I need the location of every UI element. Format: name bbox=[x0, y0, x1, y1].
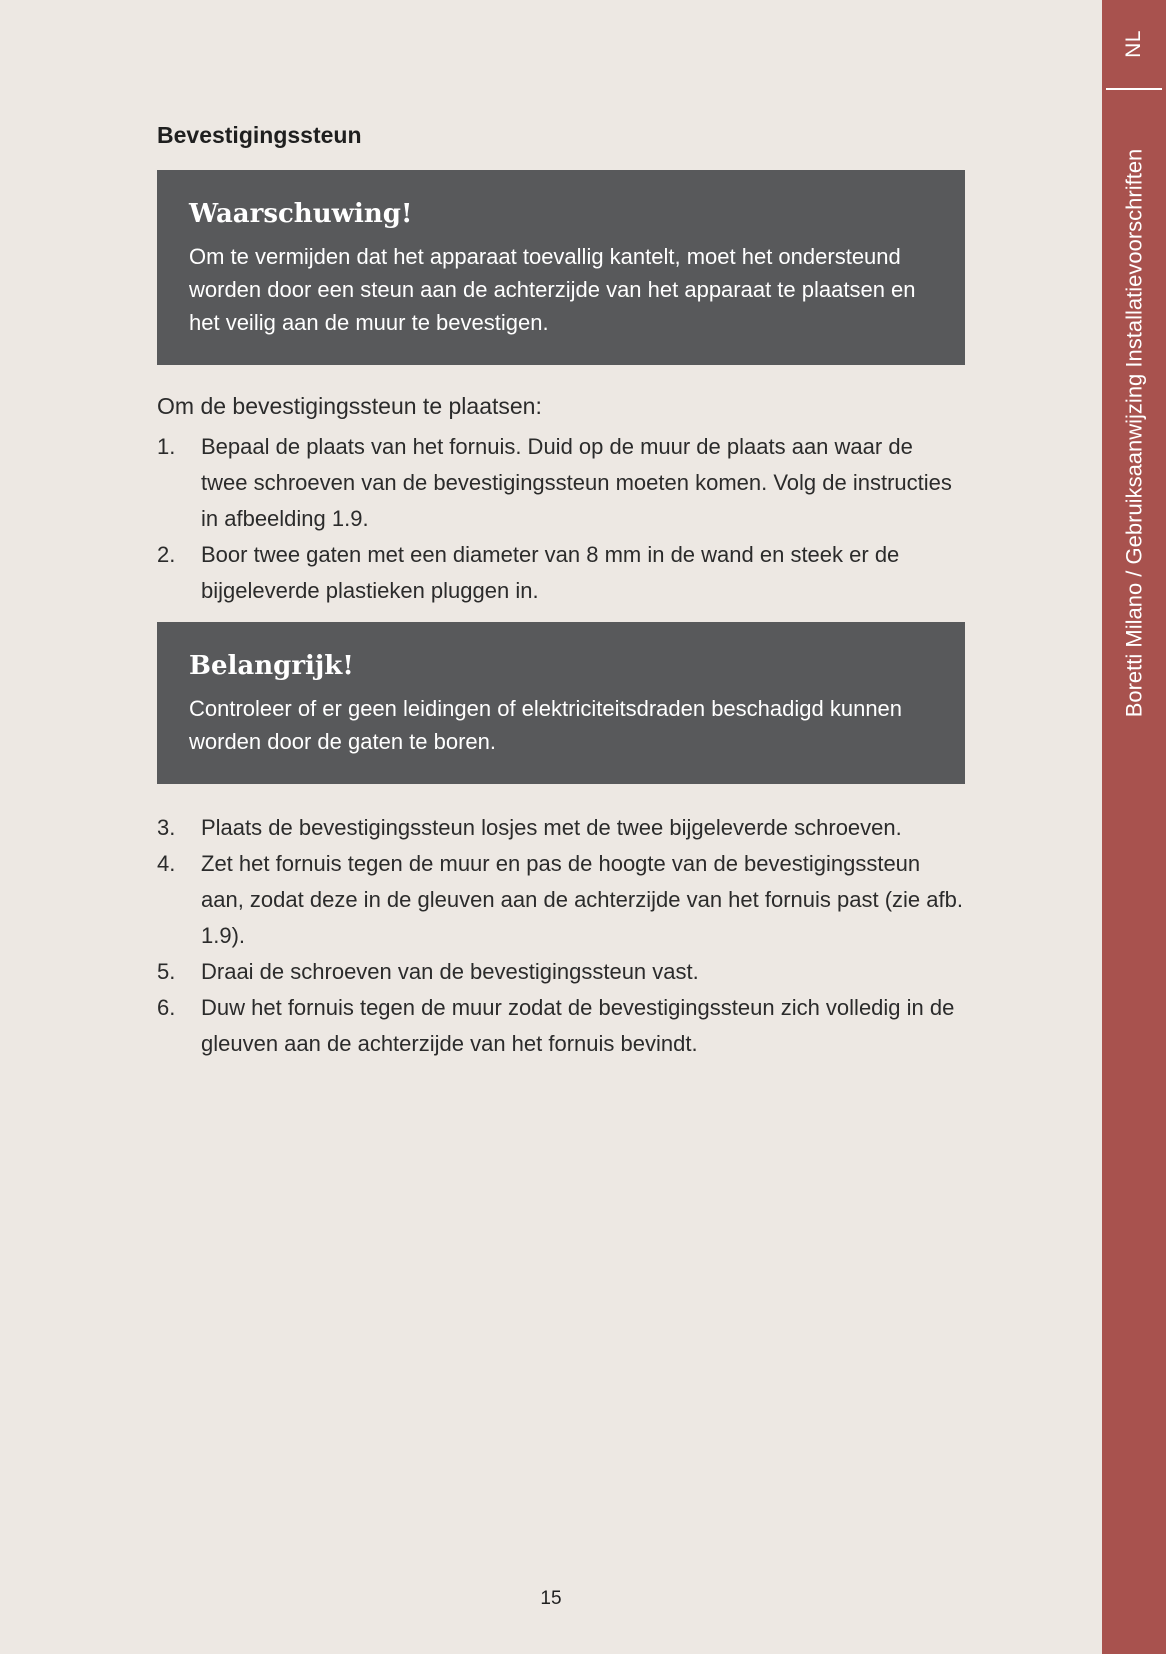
section-title: Bevestigingssteun bbox=[157, 122, 362, 148]
sidebar-language-tab bbox=[1102, 0, 1166, 88]
step-item bbox=[157, 846, 965, 954]
warning-box bbox=[157, 170, 965, 365]
step-item bbox=[157, 810, 965, 846]
step-number: 2. bbox=[157, 542, 176, 567]
sidebar-language-label: NL bbox=[1121, 30, 1145, 58]
page-content bbox=[157, 118, 965, 1062]
step-item bbox=[157, 954, 965, 990]
sidebar bbox=[1102, 0, 1166, 1654]
step-text: Zet het fornuis tegen de muur en pas de hoogte van de bevestigingssteun aan, zodat deze in de gleuven aan de achterzijde van het fornuis past (zie afb. 1.9). bbox=[201, 851, 963, 948]
important-box bbox=[157, 622, 965, 784]
step-number: 5. bbox=[157, 959, 176, 984]
sidebar-title-container bbox=[1102, 102, 1166, 764]
sidebar-title: Boretti Milano / Gebruiksaanwijzing Installatievoorschriften bbox=[1121, 148, 1147, 718]
steps-list-second bbox=[157, 810, 965, 1062]
step-number: 1. bbox=[157, 434, 176, 459]
step-number: 6. bbox=[157, 995, 176, 1020]
step-number: 3. bbox=[157, 815, 176, 840]
sidebar-divider bbox=[1106, 88, 1162, 90]
page-number: 15 bbox=[540, 1588, 562, 1609]
step-item bbox=[157, 537, 965, 609]
step-text: Duw het fornuis tegen de muur zodat de bevestigingssteun zich volledig in de gleuven aan de achterzijde van het fornuis bevindt. bbox=[201, 995, 955, 1056]
step-item bbox=[157, 429, 965, 537]
intro-text: Om de bevestigingssteun te plaatsen: bbox=[157, 393, 542, 419]
step-text: Bepaal de plaats van het fornuis. Duid op de muur de plaats aan waar de twee schroeven van de bevestigingssteun moeten komen. Volg de instructies in afbeelding 1.9. bbox=[201, 434, 952, 531]
step-item bbox=[157, 990, 965, 1062]
important-title: Belangrijk! bbox=[189, 651, 354, 681]
warning-title: Waarschuwing! bbox=[189, 199, 413, 229]
step-text: Boor twee gaten met een diameter van 8 mm in de wand en steek er de bijgeleverde plastieken pluggen in. bbox=[201, 542, 900, 603]
step-number: 4. bbox=[157, 851, 176, 876]
warning-text: Om te vermijden dat het apparaat toevallig kantelt, moet het ondersteund worden door een steun aan de achterzijde van het apparaat te plaatsen en het veilig aan de muur te bevestigen. bbox=[189, 244, 916, 335]
step-text: Draai de schroeven van de bevestigingssteun vast. bbox=[201, 959, 699, 984]
steps-list-first bbox=[157, 429, 965, 609]
step-text: Plaats de bevestigingssteun losjes met de twee bijgeleverde schroeven. bbox=[201, 815, 902, 840]
important-text: Controleer of er geen leidingen of elektriciteitsdraden beschadigd kunnen worden door de gaten te boren. bbox=[189, 696, 903, 754]
